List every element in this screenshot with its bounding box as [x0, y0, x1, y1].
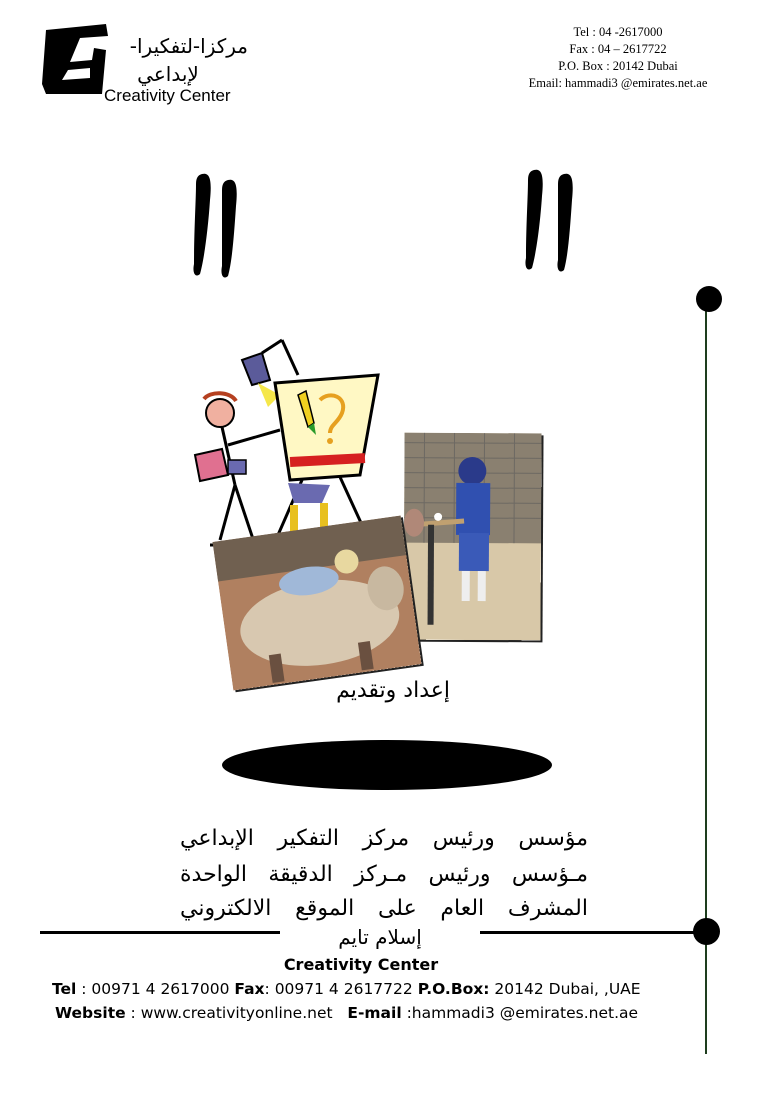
- footer-fax-label: Fax: [234, 980, 265, 998]
- footer-pobox-value: 20142 Dubai, ,UAE: [489, 980, 641, 998]
- footer-contact-line: [52, 980, 641, 998]
- footer-email-value[interactable]: :hammadi3 @emirates.net.ae: [401, 1004, 639, 1022]
- header-tel: Tel : 04 -2617000: [573, 25, 663, 39]
- top-dot: [696, 286, 722, 312]
- credential-line-1: مؤسس ورئيس مركز التفكير الإبداعي: [180, 826, 588, 851]
- footer-tel-label: Tel: [52, 980, 77, 998]
- logo-arabic-line1: مركزا-لتفكيرا-: [129, 34, 248, 58]
- footer-pobox-label: P.O.Box:: [417, 980, 490, 998]
- baseball-boy-photo: [403, 433, 541, 641]
- header-po-box: P.O. Box : 20142 Dubai: [558, 59, 678, 73]
- sheep-rider-photo: [212, 516, 421, 691]
- footer-center-name: Creativity Center: [283, 955, 439, 974]
- right-quote-mark: [520, 168, 580, 278]
- footer-email-label: E-mail: [347, 1004, 402, 1022]
- header-fax: Fax : 04 – 2617722: [569, 42, 667, 56]
- left-quote-mark: [190, 170, 250, 280]
- creativity-center-logo: [40, 22, 112, 96]
- footer-tel-value: : 00971 4 2617000: [76, 980, 235, 998]
- header-email: Email: hammadi3 @emirates.net.ae: [528, 76, 708, 90]
- footer-website-label: Website: [55, 1004, 126, 1022]
- footer-fax-value: : 00971 4 2617722: [264, 980, 418, 998]
- logo-english-name: Creativity Center: [104, 86, 231, 105]
- footer-web-line: [55, 1004, 638, 1022]
- prepared-by-label: إعداد وتقديم: [336, 678, 450, 703]
- header-contacts: [508, 24, 728, 92]
- name-redaction-oval: [222, 740, 552, 790]
- footer-website-value[interactable]: : www.creativityonline.net: [125, 1004, 333, 1022]
- logo-arabic-line2: لإبداعي: [137, 62, 199, 86]
- credential-line-2: مـؤسس ورئيس مـركز الدقيقة الواحدة: [180, 862, 588, 887]
- site-name: إسلام تايم: [280, 925, 480, 949]
- credential-line-3: المشرف العام على الموقع الالكتروني: [180, 896, 588, 921]
- bottom-dot: [693, 918, 720, 945]
